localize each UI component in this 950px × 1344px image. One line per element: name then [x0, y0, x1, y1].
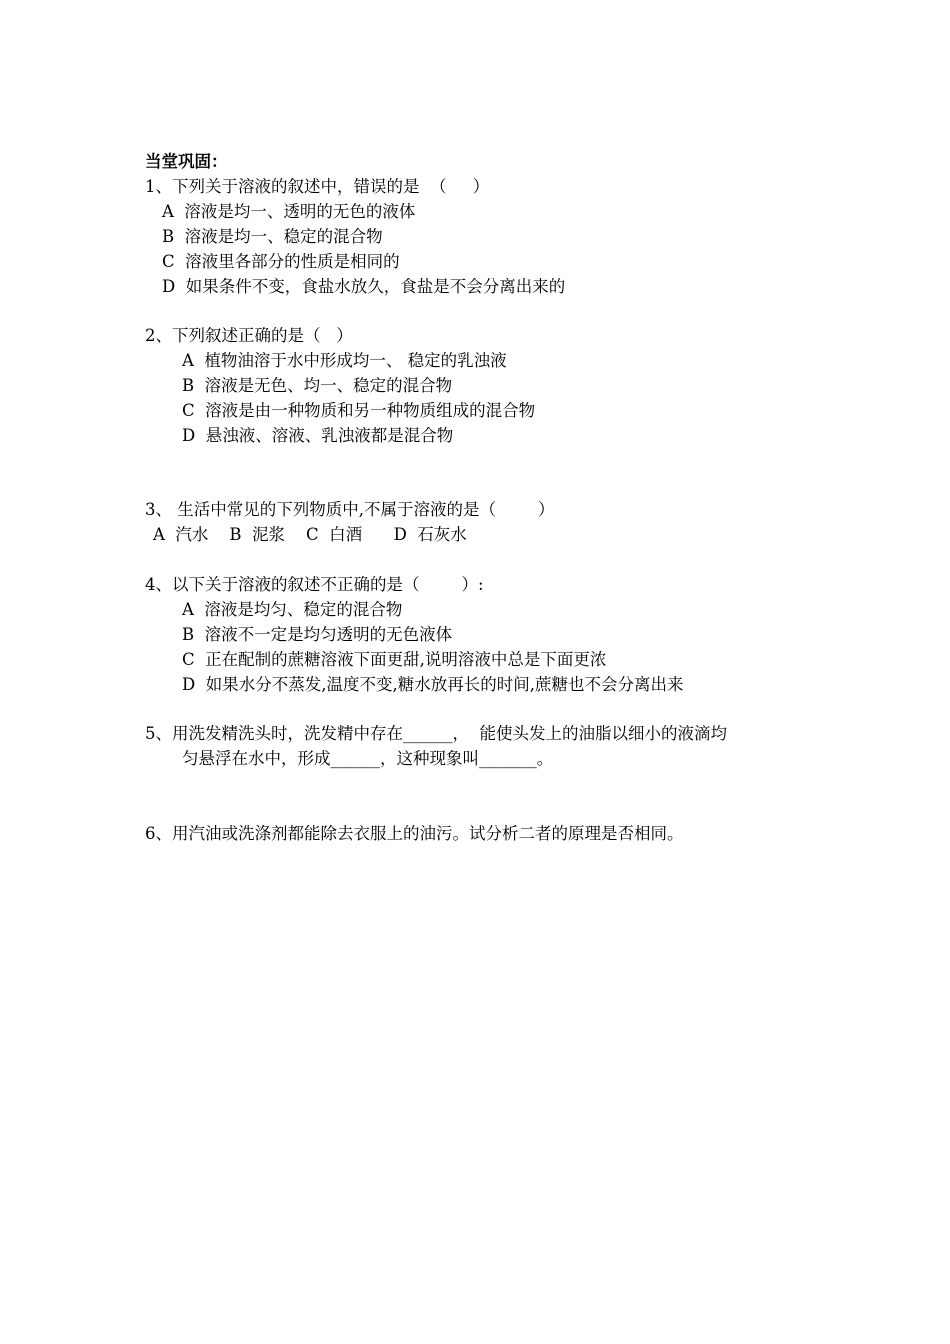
q1-option-a: A 溶液是均一、透明的无色的液体 [162, 202, 416, 221]
q2-option-b: B 溶液是无色、均一、稳定的混合物 [182, 376, 453, 395]
q4-option-c: C 正在配制的蔗糖溶液下面更甜,说明溶液中总是下面更浓 [182, 650, 607, 669]
q2-option-d: D 悬浊液、溶液、乳浊液都是混合物 [182, 426, 454, 445]
q4-option-b: B 溶液不一定是均匀透明的无色液体 [182, 625, 453, 644]
section-heading: 当堂巩固： [145, 152, 228, 171]
q4-option-d: D 如果水分不蒸发,温度不变,糖水放再长的时间,蔗糖也不会分离出来 [182, 675, 684, 694]
q1-option-b: B 溶液是均一、稳定的混合物 [162, 227, 383, 246]
q2-stem: 2、下列叙述正确的是（ ） [145, 326, 353, 345]
q3-options: A 汽水 B 泥浆 C 白酒 D 石灰水 [153, 525, 467, 544]
q1-option-c: C 溶液里各部分的性质是相同的 [162, 252, 400, 271]
q1-option-d: D 如果条件不变，食盐水放久，食盐是不会分离出来的 [162, 277, 566, 296]
q6-stem: 6、用汽油或洗涤剂都能除去衣服上的油污。试分析二者的原理是否相同。 [145, 824, 684, 843]
q2-option-c: C 溶液是由一种物质和另一种物质组成的混合物 [182, 401, 536, 420]
q5-line-1: 5、用洗发精洗头时，洗发精中存在______， 能使头发上的油脂以细小的液滴均 [145, 724, 727, 743]
q1-stem: 1、下列关于溶液的叙述中，错误的是 （ ） [145, 177, 490, 196]
q2-option-a: A 植物油溶于水中形成均一、 稳定的乳浊液 [182, 351, 507, 370]
q5-line-2: 匀悬浮在水中，形成______，这种现象叫_______。 [182, 749, 554, 768]
q3-stem: 3、 生活中常见的下列物质中,不属于溶液的是（ ） [145, 500, 555, 519]
q4-stem: 4、以下关于溶液的叙述不正确的是（ ）: [145, 575, 484, 594]
q4-option-a: A 溶液是均匀、稳定的混合物 [182, 600, 403, 619]
